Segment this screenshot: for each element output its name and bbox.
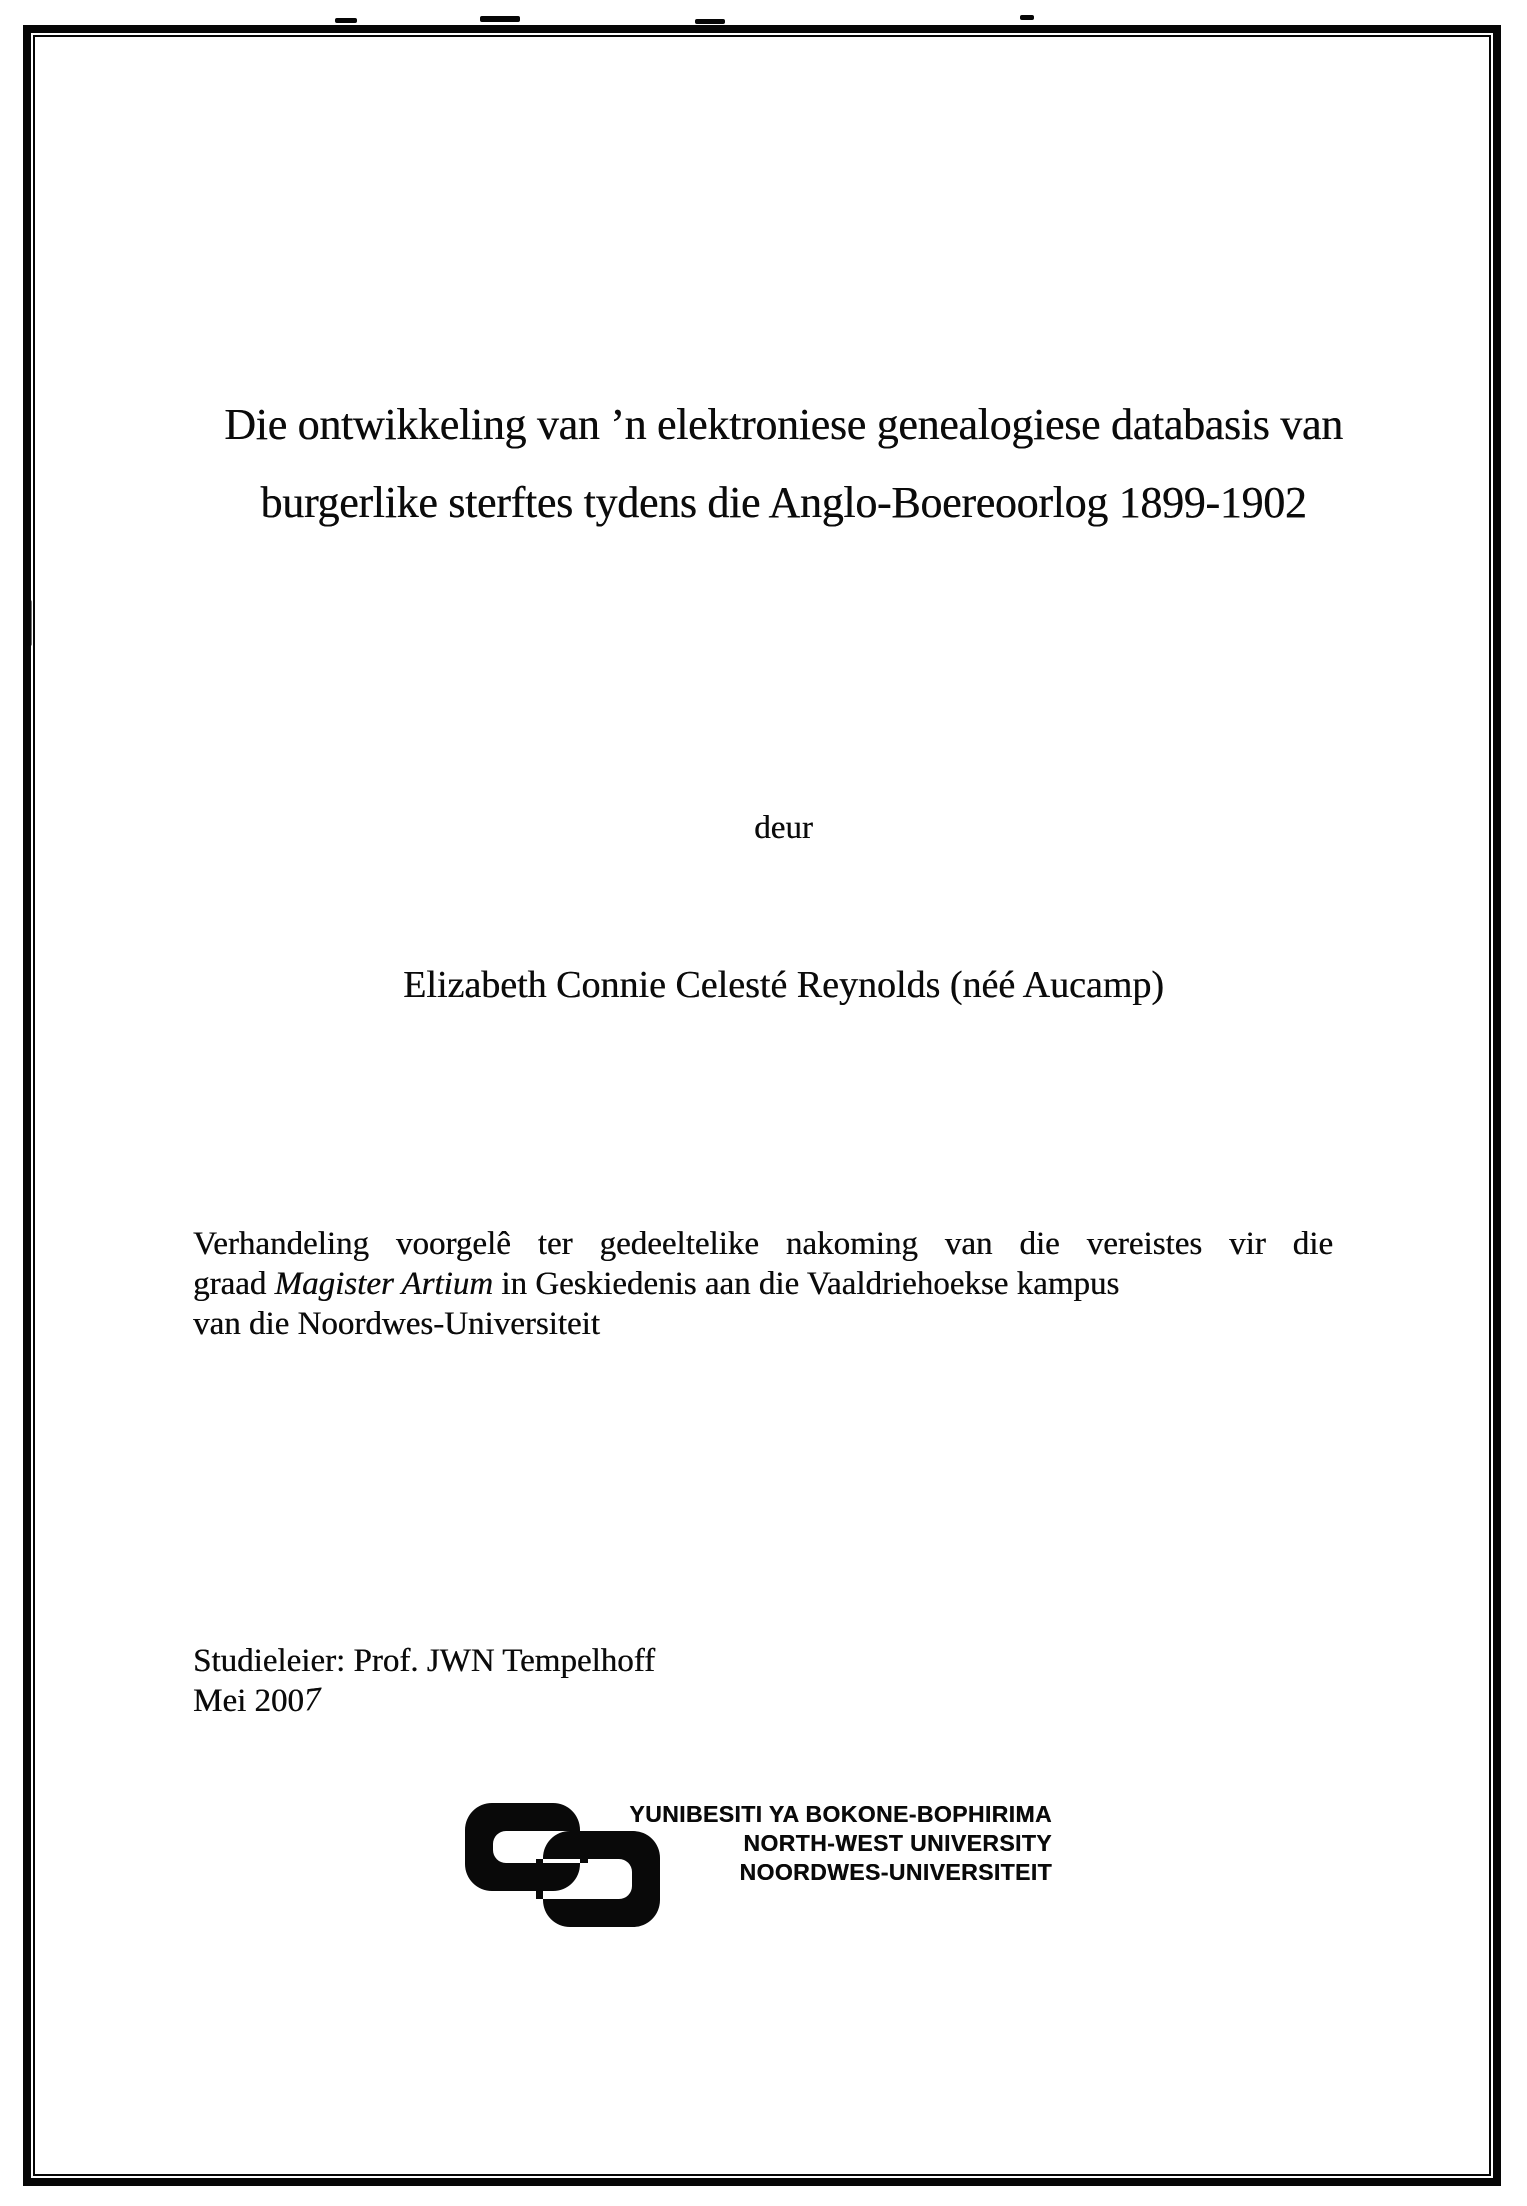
logo-line-english: NORTH-WEST UNIVERSITY xyxy=(743,1830,1052,1856)
degree-statement-line2-suffix: in Geskiedenis aan die Vaaldriehoekse kampus xyxy=(493,1266,1120,1302)
logo-line-afrikaans: NOORDWES-UNIVERSITEIT xyxy=(739,1859,1052,1885)
scan-artifact xyxy=(26,600,32,646)
scan-artifact xyxy=(695,19,725,24)
scan-artifact xyxy=(1020,15,1034,20)
degree-statement xyxy=(193,1224,1333,1344)
logo-line-setswana: YUNIBESITI YA BOKONE-BOPHIRIMA xyxy=(629,1801,1052,1827)
date-line xyxy=(193,1681,655,1721)
date-last-digit: 7 xyxy=(301,1681,323,1719)
degree-statement-line1: Verhandeling voorgelê ter gedeeltelike nakoming van die vereistes vir die xyxy=(193,1226,1333,1262)
university-logo-text xyxy=(629,1800,1052,1887)
degree-statement-line2 xyxy=(193,1264,1333,1304)
thesis-title-line1: Die ontwikkeling van ’n elektroniese genealogiese databasis van xyxy=(224,400,1343,449)
supervisor-block xyxy=(193,1641,655,1721)
degree-name-italic: Magister Artium xyxy=(274,1266,494,1302)
scan-artifact xyxy=(335,18,357,23)
supervisor-line: Studieleier: Prof. JWN Tempelhoff xyxy=(193,1643,656,1679)
degree-statement-line2-prefix: graad xyxy=(193,1266,275,1302)
thesis-title-line2: burgerlike sterftes tydens die Anglo-Boereoorlog 1899-1902 xyxy=(260,478,1307,527)
thesis-title xyxy=(180,386,1387,542)
scan-artifact xyxy=(480,16,520,22)
date-prefix: Mei 200 xyxy=(193,1683,304,1719)
degree-statement-line3: van die Noordwes-Universiteit xyxy=(193,1306,600,1342)
byline: deur xyxy=(754,810,813,846)
author-name: Elizabeth Connie Celesté Reynolds (néé Aucamp) xyxy=(403,964,1164,1006)
